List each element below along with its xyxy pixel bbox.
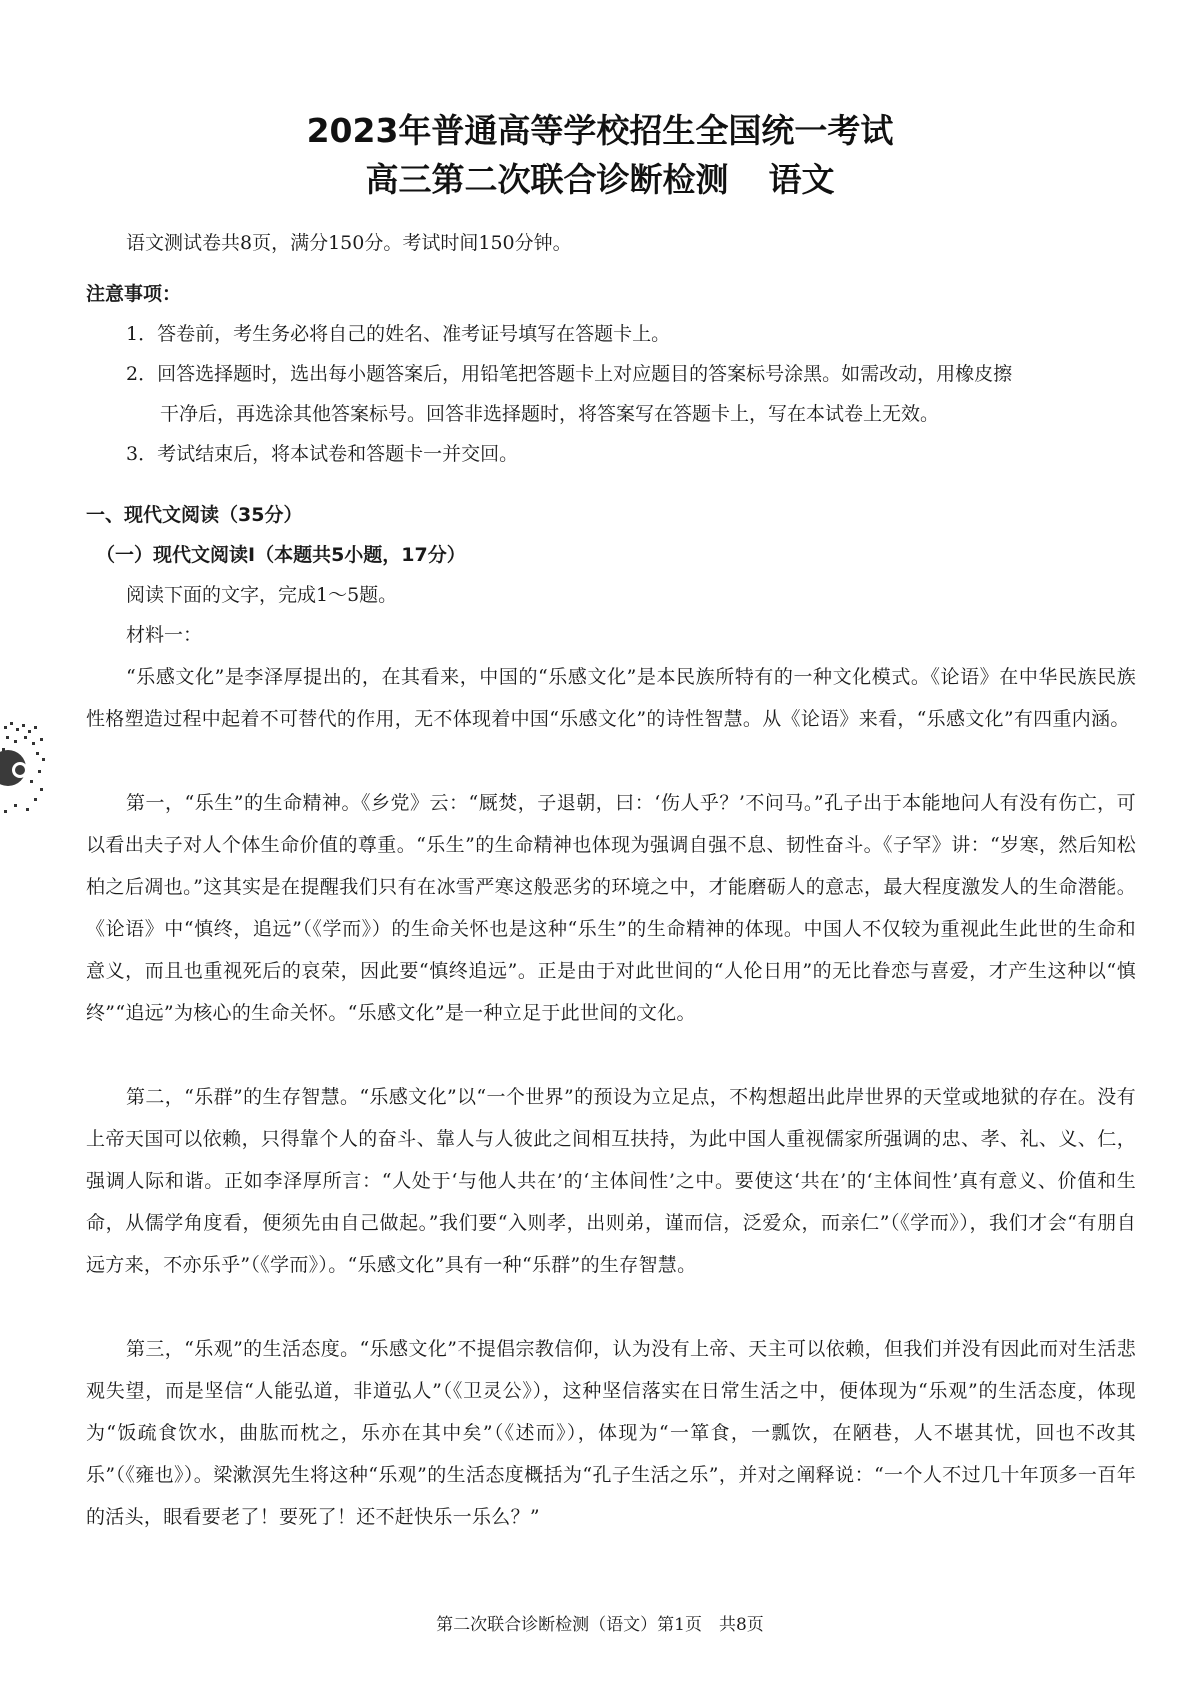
reading-instruction: 阅读下面的文字，完成1～5题。: [126, 584, 398, 606]
exam-intro: 语文测试卷共8页，满分150分。考试时间150分钟。: [126, 232, 572, 254]
exam-subtitle-text: 高三第二次联合诊断检测: [365, 160, 729, 199]
paragraph-4: 第三，“乐观”的生活态度。“乐感文化”不提倡宗教信仰，认为没有上帝、天主可以依赖，但我们并没有因此而对生活悲观失望，而是坚信“人能弘道，非道弘人”（《卫灵公》），这种坚信落实在日常生活之中，便体现为“乐观”的生活态度，体现为“饭疏食饮水，曲肱而枕之，乐亦在其中矣”（《述而》），体现为“一箪食，一瓢饮，在陋巷，人不堪其忧，回也不改其乐”（《雍也》）。梁漱溟先生将这种“乐观”的生活态度概括为“孔子生活之乐”，并对之阐释说：“一个人不过几十年顶多一百年的活头，眼看要老了！要死了！还不赶快乐一乐么？”: [86, 1338, 1136, 1528]
qr-code-fragment: [0, 718, 48, 818]
paragraph-3: 第二，“乐群”的生存智慧。“乐感文化”以“一个世界”的预设为立足点，不构想超出此岸世界的天堂或地狱的存在。没有上帝天国可以依赖，只得靠个人的奋斗、靠人与人彼此之间相互扶持，为此中国人重视儒家所强调的忠、孝、礼、义、仁，强调人际和谐。正如李泽厚所言：“人处于‘与他人共在’的‘主体间性’之中。要使这‘共在’的‘主体间性’真有意义、价值和生命，从儒学角度看，便须先由自己做起。”我们要“入则孝，出则弟，谨而信，泛爱众，而亲仁”（《学而》），我们才会“有朋自远方来，不亦乐乎”（《学而》）。“乐感文化”具有一种“乐群”的生存智慧。: [86, 1086, 1136, 1276]
material-label: 材料一：: [126, 624, 203, 646]
exam-subtitle: [0, 160, 1200, 200]
notes-heading: 注意事项：: [86, 283, 182, 305]
section-heading: 一、现代文阅读（35分）: [86, 504, 303, 526]
paragraph-2: 第一，“乐生”的生命精神。《乡党》云：“厩焚，子退朝，曰：‘伤人乎？’不问马。”孔子出于本能地问人有没有伤亡，可以看出夫子对人个体生命价值的尊重。“乐生”的生命精神也体现为强调自强不息、韧性奋斗。《子罕》讲：“岁寒，然后知松柏之后凋也。”这其实是在提醒我们只有在冰雪严寒这般恶劣的环境之中，才能磨砺人的意志，最大程度激发人的生命潜能。《论语》中“慎终，追远”（《学而》）的生命关怀也是这种“乐生”的生命精神的体现。中国人不仅较为重视此生此世的生命和意义，而且也重视死后的哀荣，因此要“慎终追远”。正是由于对此世间的“人伦日用”的无比眷恋与喜爱，才产生这种以“慎终”“追远”为核心的生命关怀。“乐感文化”是一种立足于此世间的文化。: [86, 792, 1136, 1024]
exam-subject: 语文: [768, 160, 835, 199]
subsection-heading: （一）现代文阅读Ⅰ（本题共5小题，17分）: [96, 544, 466, 566]
exam-title: 2023年普通高等学校招生全国统一考试: [306, 111, 894, 150]
note-item-2-continued: 干净后，再选涂其他答案标号。回答非选择题时，将答案写在答题卡上，写在本试卷上无效。: [160, 403, 940, 425]
page-footer: 第二次联合诊断检测（语文）第1页 共8页: [436, 1615, 764, 1635]
paragraph-1: “乐感文化”是李泽厚提出的，在其看来，中国的“乐感文化”是本民族所特有的一种文化模式。《论语》在中华民族民族性格塑造过程中起着不可替代的作用，无不体现着中国“乐感文化”的诗性智慧。从《论语》来看，“乐感文化”有四重内涵。: [86, 666, 1136, 730]
note-item-2: 2．回答选择题时，选出每小题答案后，用铅笔把答题卡上对应题目的答案标号涂黑。如需改动，用橡皮擦: [126, 363, 1013, 385]
note-item-3: 3．考试结束后，将本试卷和答题卡一并交回。: [126, 443, 519, 465]
note-item-1: 1．答卷前，考生务必将自己的姓名、准考证号填写在答题卡上。: [126, 323, 671, 345]
